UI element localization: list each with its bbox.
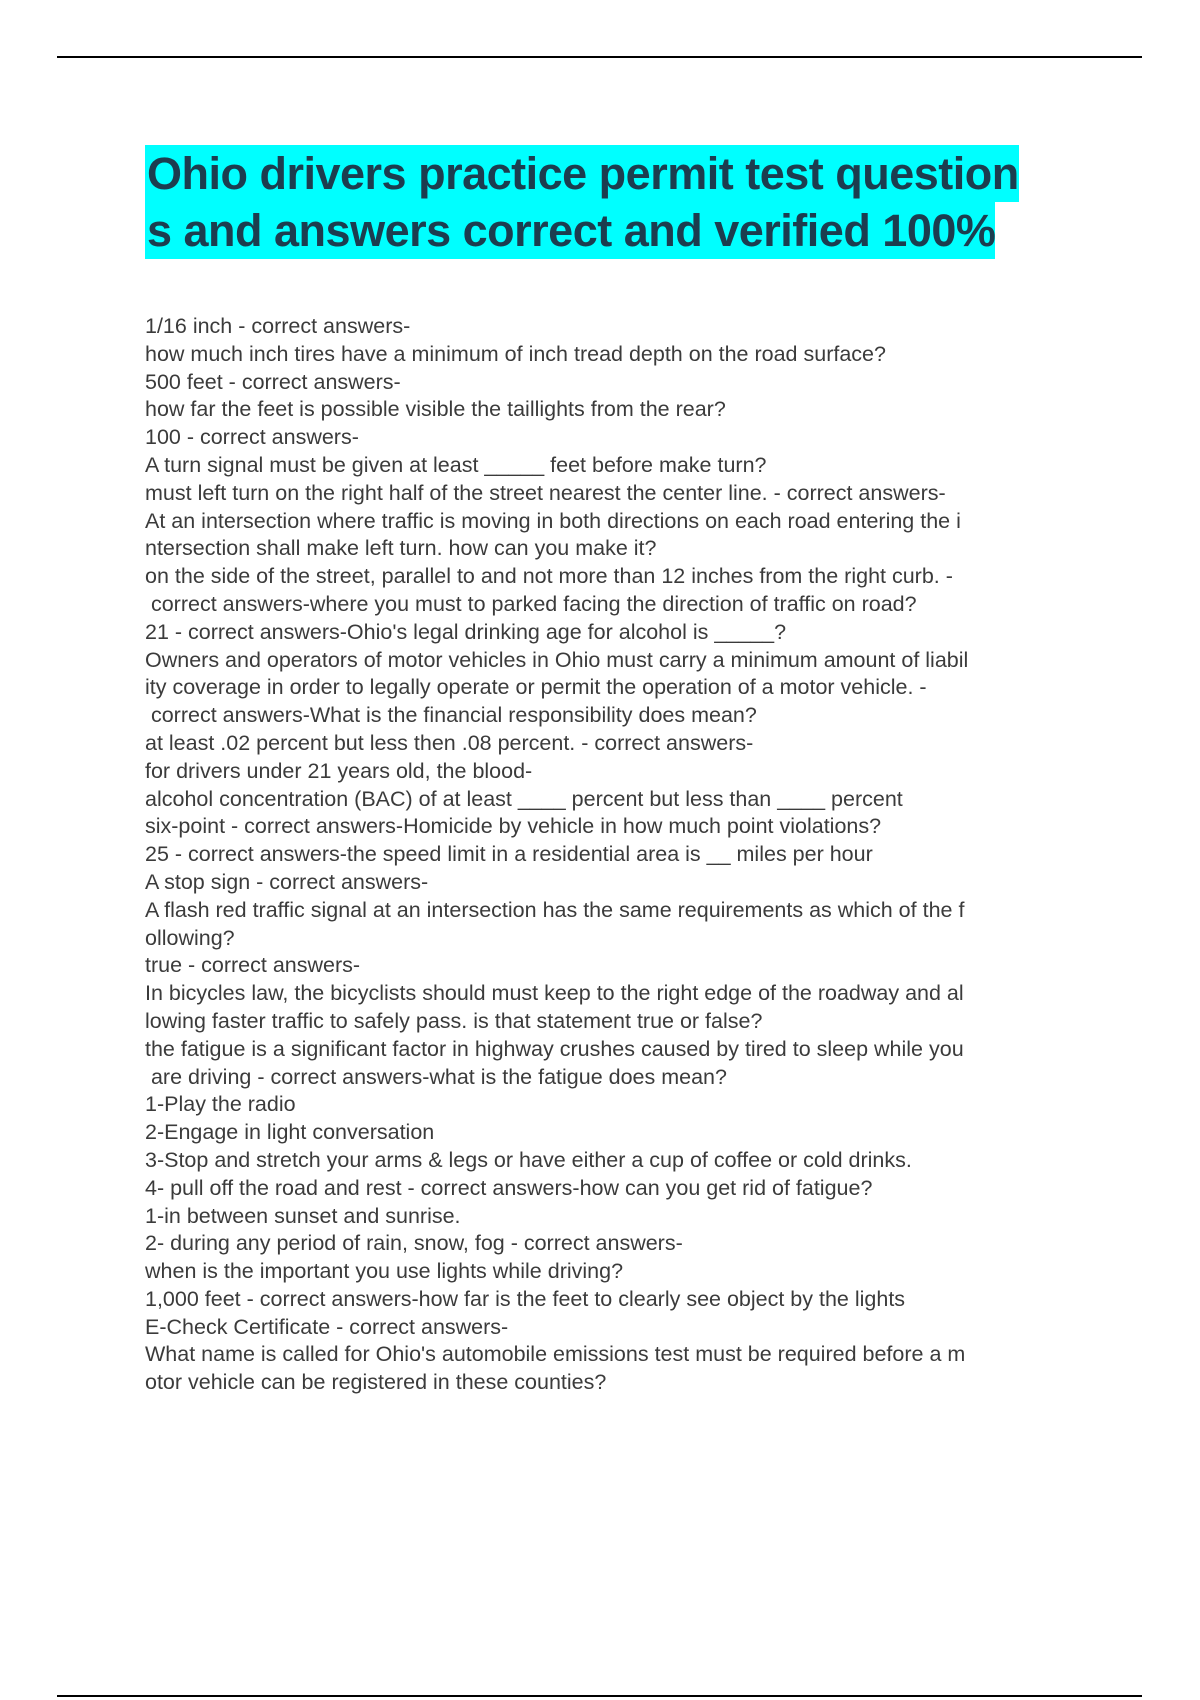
title-line-1: Ohio drivers practice permit test question	[145, 145, 1019, 202]
body-text-line: 100 - correct answers-	[145, 425, 359, 450]
body-text-line: 1-in between sunset and sunrise.	[145, 1203, 461, 1228]
body-text-line: 4- pull off the road and rest - correct answers-how can you get rid of fatigue?	[145, 1175, 873, 1200]
body-text-line: how far the feet is possible visible the taillights from the rear?	[145, 397, 726, 422]
body-text-line: ity coverage in order to legally operate or permit the operation of a motor vehicle. -	[145, 675, 927, 700]
body-text-line: for drivers under 21 years old, the blood-	[145, 758, 533, 783]
body-text-line: 500 feet - correct answers-	[145, 369, 401, 394]
body-text-line: lowing faster traffic to safely pass. is that statement true or false?	[145, 1008, 763, 1033]
body-text-line: how much inch tires have a minimum of inch tread depth on the road surface?	[145, 341, 886, 366]
body-text-line: Owners and operators of motor vehicles in Ohio must carry a minimum amount of liabil	[145, 647, 969, 672]
body-text-line: alcohol concentration (BAC) of at least ____ percent but less than ____ percent	[145, 786, 903, 811]
body-text-line: 2-Engage in light conversation	[145, 1120, 435, 1145]
bottom-rule	[57, 1695, 1142, 1697]
body-text-line: correct answers-What is the financial responsibility does mean?	[145, 703, 757, 728]
body-text-line: on the side of the street, parallel to and not more than 12 inches from the right curb. -	[145, 564, 953, 589]
body-text-line: 1,000 feet - correct answers-how far is the feet to clearly see object by the lights	[145, 1286, 906, 1311]
body-text-line: 3-Stop and stretch your arms & legs or have either a cup of coffee or cold drinks.	[145, 1147, 912, 1172]
body-text-line: true - correct answers-	[145, 953, 361, 978]
body-text-line: six-point - correct answers-Homicide by vehicle in how much point violations?	[145, 814, 882, 839]
body-text-line: A turn signal must be given at least _____ feet before make turn?	[145, 452, 767, 477]
document-title	[145, 145, 1090, 259]
body-text-line: 25 - correct answers-the speed limit in a residential area is __ miles per hour	[145, 842, 873, 867]
body-text-line: At an intersection where traffic is moving in both directions on each road entering the i	[145, 508, 961, 533]
title-line-2: s and answers correct and verified 100%	[145, 202, 995, 259]
body-text-line: 21 - correct answers-Ohio's legal drinking age for alcohol is _____?	[145, 619, 787, 644]
body-text-line: the fatigue is a significant factor in highway crushes caused by tired to sleep while you	[145, 1036, 964, 1061]
body-text-line: ollowing?	[145, 925, 235, 950]
body-text-line: What name is called for Ohio's automobile emissions test must be required before a m	[145, 1342, 966, 1367]
body-text-line: E-Check Certificate - correct answers-	[145, 1314, 509, 1339]
body-text-line: ntersection shall make left turn. how can you make it?	[145, 536, 657, 561]
body-text-line: at least .02 percent but less then .08 percent. - correct answers-	[145, 730, 754, 755]
body-text-line: A stop sign - correct answers-	[145, 869, 429, 894]
body-text-line: correct answers-where you must to parked facing the direction of traffic on road?	[145, 591, 917, 616]
document-body	[145, 313, 1095, 1397]
body-text-line: 1/16 inch - correct answers-	[145, 314, 411, 338]
body-text-line: when is the important you use lights while driving?	[145, 1259, 624, 1284]
body-text-line: otor vehicle can be registered in these counties?	[145, 1370, 607, 1395]
body-text-line: A flash red traffic signal at an intersection has the same requirements as which of the f	[145, 897, 965, 922]
body-text-line: In bicycles law, the bicyclists should must keep to the right edge of the roadway and al	[145, 981, 964, 1006]
top-rule	[57, 56, 1142, 58]
body-text-line: 2- during any period of rain, snow, fog - correct answers-	[145, 1231, 683, 1256]
body-text-line: 1-Play the radio	[145, 1092, 296, 1117]
body-text-line: must left turn on the right half of the street nearest the center line. - correct answers-	[145, 480, 946, 505]
body-text-line: are driving - correct answers-what is the fatigue does mean?	[145, 1064, 727, 1089]
